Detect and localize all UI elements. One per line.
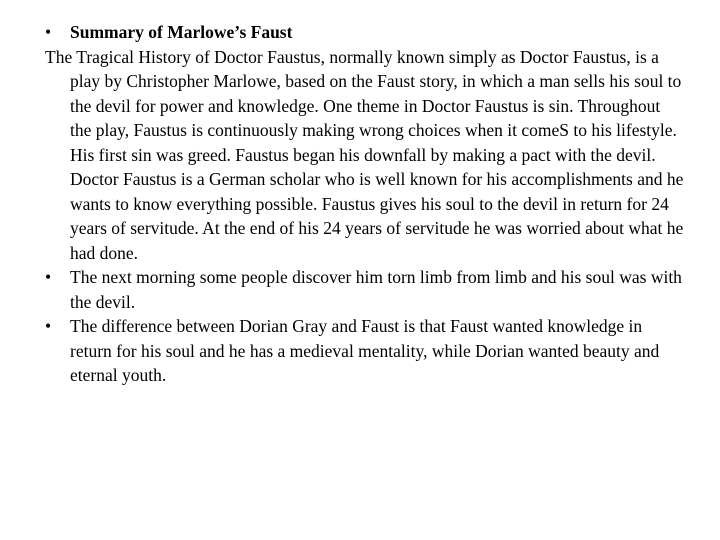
intro-paragraph: The Tragical History of Doctor Faustus, normally known simply as Doctor Faustus, is a play by Christopher Marlowe, based on the Faust story, in which a man sells his soul to the devil for power and knowledge. One theme in Doctor Faustus is sin. Throughout the play, Faustus is continuously making wrong choices when it comeS to his lifestyle. His first sin was greed. Faustus began his downfall by making a pact with the devil. Doctor Faustus is a German scholar who is well known for his accomplishments and he wants to know everything possible. Faustus gives his soul to the devil in return for 24 years of servitude. At the end of his 24 years of servitude he was worried about what he had done. — [45, 46, 684, 263]
heading: Summary of Marlowe’s Faust — [70, 22, 293, 42]
bullet-text: The next morning some people discover him torn limb from limb and his soul was with the devil. — [70, 267, 682, 312]
bullet-icon: • — [45, 316, 52, 336]
bullet-text: The difference between Dorian Gray and Faust is that Faust wanted knowledge in return for his soul and he has a medieval mentality, while Dorian wanted beauty and eternal youth. — [70, 316, 660, 385]
heading-bullet-item — [45, 20, 685, 45]
bullet-icon: • — [45, 22, 52, 42]
bullet-item-1 — [45, 265, 685, 314]
slide-body — [45, 20, 685, 388]
bullet-item-2 — [45, 314, 685, 388]
bullet-icon: • — [45, 267, 52, 287]
